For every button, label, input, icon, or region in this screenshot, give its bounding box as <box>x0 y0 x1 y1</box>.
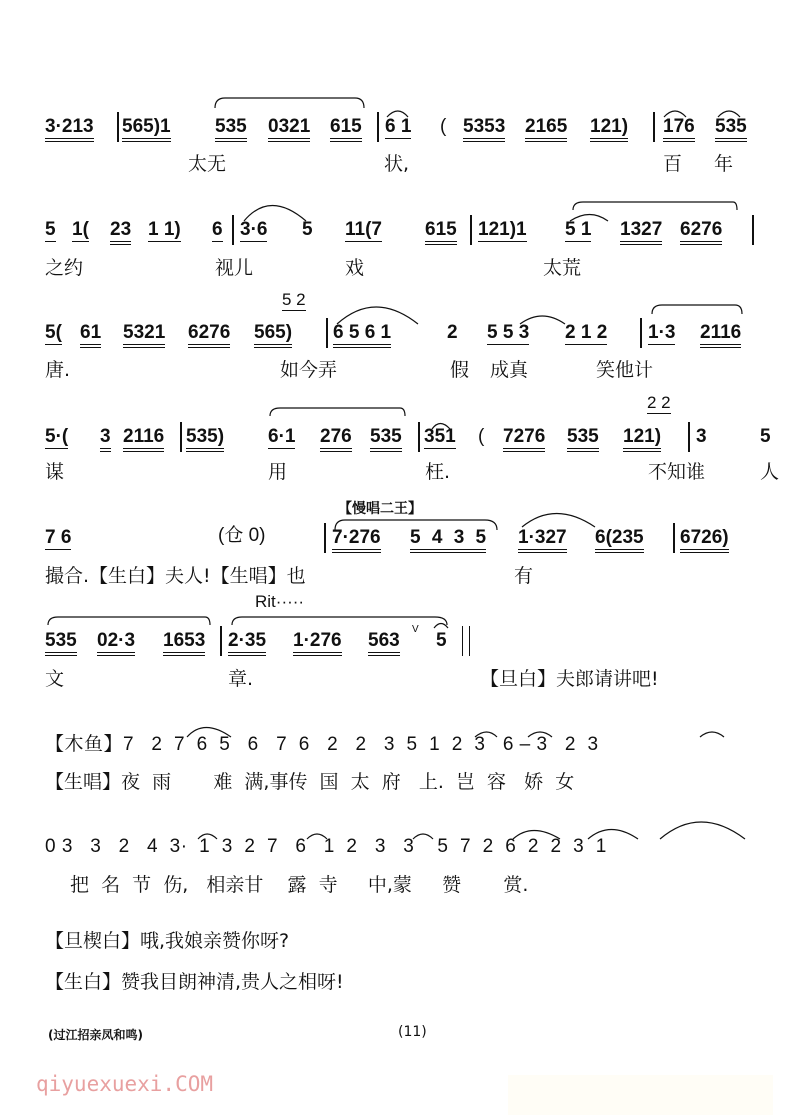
note-group: 0 3 3 2 4 3· 1 3 2 7 6 1 2 3 3 5 7 2 6 2 2 3 1 <box>45 836 607 857</box>
note-group: 615 <box>425 219 457 245</box>
note-group: 2116 <box>700 322 741 348</box>
lyric: 用 <box>268 461 288 483</box>
lyric: 之约 <box>45 257 84 279</box>
bar-line <box>418 422 420 452</box>
note-group: 176 <box>663 116 695 142</box>
lyric: 枉. <box>425 461 451 483</box>
note-group: 3·213 <box>45 116 94 142</box>
note-group: 5 1 <box>565 219 592 240</box>
fermata-note: 5 <box>436 630 447 651</box>
bar-line <box>752 215 754 245</box>
note-group: 2116 <box>123 426 164 452</box>
note-group: 6276 <box>680 219 722 245</box>
note-group: 1·327 <box>518 527 567 553</box>
note-group: 6 5 6 1 <box>333 322 391 348</box>
bar-line <box>220 626 222 656</box>
note-group: 1( <box>72 219 89 240</box>
note-group: 2 <box>447 322 458 343</box>
lyric: 太荒 <box>543 257 582 279</box>
note-group: 5 <box>760 426 771 447</box>
note-group: 5·( <box>45 426 69 447</box>
note-group: 615 <box>330 116 362 142</box>
watermark: qiyuexuexi.COM <box>36 1072 214 1096</box>
note-group: 121) <box>590 116 628 142</box>
note-group: 61 <box>80 322 101 348</box>
note-group: 1 1) <box>148 219 181 240</box>
note-group: 5 4 3 5 <box>410 527 486 553</box>
bar-line <box>117 112 119 142</box>
note-group: 1653 <box>163 630 205 656</box>
note-group: 02·3 <box>97 630 135 656</box>
grace-notes: 2 2 <box>647 393 671 412</box>
note-group: 535) <box>186 426 224 452</box>
note-group: 2·35 <box>228 630 266 656</box>
lyric: 文 <box>45 668 65 690</box>
lyric: 唐. <box>45 359 71 381</box>
note-group: 5 5 3 <box>487 322 530 343</box>
note-group: 6·1 <box>268 426 296 447</box>
double-bar-line <box>462 626 470 656</box>
section-tag: 【慢唱二王】 <box>338 501 422 517</box>
note-group: 2 1 2 <box>565 322 608 343</box>
note-group: 565) <box>254 322 292 348</box>
lyric: 假 <box>450 359 470 381</box>
note-group: 5( <box>45 322 62 343</box>
note-group: 535 <box>567 426 599 452</box>
lyric: 有 <box>514 565 534 587</box>
note-group: 7 6 <box>45 527 72 548</box>
note-group: 7·276 <box>332 527 381 553</box>
note-group: 5 <box>45 219 56 240</box>
lyric: 如今弄 <box>280 359 338 381</box>
note-group: 121)1 <box>478 219 527 240</box>
percussion: (仓 0) <box>218 525 266 546</box>
note-group: 3 <box>696 426 707 447</box>
lyric: 年 <box>714 153 734 175</box>
note-group: 3 <box>100 426 111 452</box>
note-group: 535 <box>215 116 247 142</box>
bar-line <box>653 112 655 142</box>
note-group: 563 <box>368 630 400 656</box>
note-group: 2165 <box>525 116 567 142</box>
lyric: 谋 <box>45 461 65 483</box>
note-group: 23 <box>110 219 131 245</box>
note-group: 276 <box>320 426 352 452</box>
page-number: (11) <box>398 1024 427 1040</box>
paren: ( <box>440 116 447 137</box>
grace-notes: 5 2 <box>282 290 306 309</box>
bar-line <box>180 422 182 452</box>
lyric: 戏 <box>345 257 365 279</box>
bar-line <box>640 318 642 348</box>
bar-line <box>324 523 326 553</box>
bar-line <box>673 523 675 553</box>
lyric: 状, <box>384 153 410 175</box>
bar-line <box>232 215 234 245</box>
lyric: 不知谁 <box>648 461 706 483</box>
note-group: 1327 <box>620 219 662 245</box>
dialogue-line: 【旦楔白】哦,我娘亲赞你呀? <box>45 930 290 952</box>
note-group: 535 <box>45 630 77 656</box>
note-group: 6(235 <box>595 527 644 553</box>
note-group: 5 <box>302 219 313 240</box>
note-group: 1·276 <box>293 630 342 656</box>
note-group: 3·6 <box>240 219 268 240</box>
note-group: 5321 <box>123 322 165 348</box>
note-group: 7276 <box>503 426 545 452</box>
dialogue-line: 【生白】赞我目朗神清,贵人之相呀! <box>45 971 344 993</box>
ritardando-mark: Rit····· <box>255 592 305 611</box>
bar-line <box>326 318 328 348</box>
footer-tint <box>508 1075 773 1115</box>
spoken-line: 【旦白】夫郎请讲吧! <box>480 668 659 690</box>
note-group: 535 <box>370 426 402 452</box>
lyric: 【生唱】夜 雨 难 满,事传 国 太 府 上. 岂 容 娇 女 <box>45 771 575 793</box>
note-group: 【木鱼】7 2 7 6 5 6 7 6 2 2 3 5 1 2 3 6 – 3 2 3 <box>45 734 599 755</box>
note-group: 565)1 <box>122 116 171 142</box>
note-group: 1·3 <box>648 322 676 343</box>
lyric: 百 <box>663 153 683 175</box>
note-group: 6 1 <box>385 116 412 137</box>
lyric: 章. <box>228 668 254 690</box>
note-group: 6 <box>212 219 223 240</box>
note-group: 0321 <box>268 116 310 142</box>
lyric: 撮合.【生白】夫人!【生唱】也 <box>45 565 306 587</box>
lyric: 视儿 <box>215 257 254 279</box>
lyric: 笑他计 <box>596 359 654 381</box>
note-group: 5353 <box>463 116 505 142</box>
note-group: 351 <box>424 426 456 447</box>
note-group: 11(7 <box>345 219 382 240</box>
note-group: 121) <box>623 426 661 452</box>
note-group: 6726) <box>680 527 729 553</box>
paren: ( <box>478 426 485 447</box>
footer-title: (过江招亲凤和鸣) <box>48 1028 143 1042</box>
lyric: 太无 <box>188 153 227 175</box>
bar-line <box>377 112 379 142</box>
lyric: 把 名 节 伤, 相亲甘 露 寺 中,蒙 赞 赏. <box>70 874 529 896</box>
lyric: 人 <box>760 461 780 483</box>
note-group: 6276 <box>188 322 230 348</box>
bar-line <box>688 422 690 452</box>
bar-line <box>470 215 472 245</box>
lyric: 成真 <box>490 359 529 381</box>
breath-mark: V <box>412 624 419 635</box>
note-group: 535 <box>715 116 747 142</box>
